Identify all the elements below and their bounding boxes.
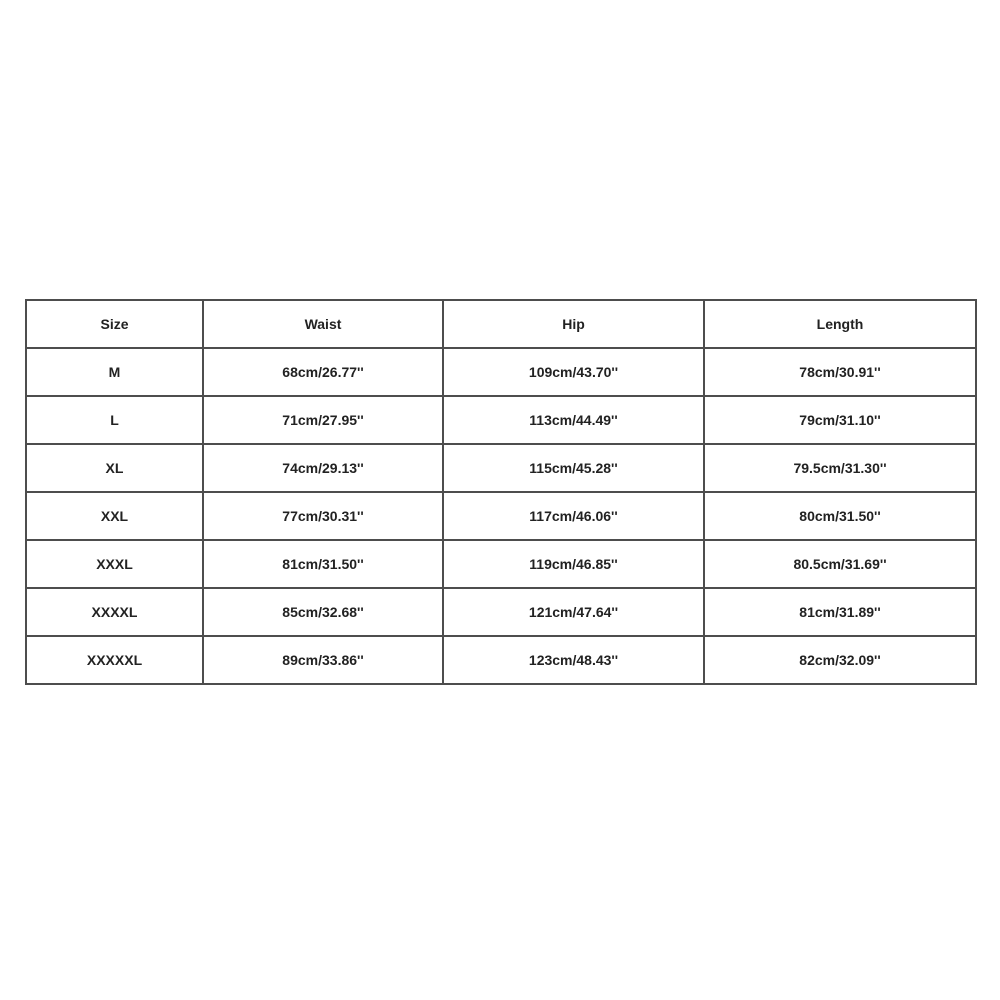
table-row — [26, 636, 976, 684]
cell-hip: 113cm/44.49'' — [443, 396, 704, 444]
cell-length: 80.5cm/31.69'' — [704, 540, 976, 588]
cell-length: 79.5cm/31.30'' — [704, 444, 976, 492]
cell-size: XXXXXL — [26, 636, 203, 684]
table-row — [26, 396, 976, 444]
size-chart-table — [25, 299, 977, 685]
cell-length: 81cm/31.89'' — [704, 588, 976, 636]
cell-hip: 123cm/48.43'' — [443, 636, 704, 684]
cell-length: 79cm/31.10'' — [704, 396, 976, 444]
cell-waist: 71cm/27.95'' — [203, 396, 443, 444]
cell-waist: 89cm/33.86'' — [203, 636, 443, 684]
table-row — [26, 588, 976, 636]
table-row — [26, 444, 976, 492]
cell-hip: 109cm/43.70'' — [443, 348, 704, 396]
header-waist: Waist — [203, 300, 443, 348]
cell-size: XL — [26, 444, 203, 492]
cell-size: L — [26, 396, 203, 444]
table-row — [26, 348, 976, 396]
cell-waist: 81cm/31.50'' — [203, 540, 443, 588]
cell-hip: 117cm/46.06'' — [443, 492, 704, 540]
header-size: Size — [26, 300, 203, 348]
header-row — [26, 300, 976, 348]
cell-waist: 77cm/30.31'' — [203, 492, 443, 540]
cell-waist: 74cm/29.13'' — [203, 444, 443, 492]
header-length: Length — [704, 300, 976, 348]
cell-hip: 121cm/47.64'' — [443, 588, 704, 636]
cell-length: 78cm/30.91'' — [704, 348, 976, 396]
cell-size: XXXL — [26, 540, 203, 588]
table-row — [26, 540, 976, 588]
cell-waist: 85cm/32.68'' — [203, 588, 443, 636]
header-hip: Hip — [443, 300, 704, 348]
table-body — [26, 348, 976, 684]
cell-size: M — [26, 348, 203, 396]
cell-waist: 68cm/26.77'' — [203, 348, 443, 396]
cell-hip: 115cm/45.28'' — [443, 444, 704, 492]
cell-hip: 119cm/46.85'' — [443, 540, 704, 588]
table-row — [26, 492, 976, 540]
cell-length: 80cm/31.50'' — [704, 492, 976, 540]
cell-size: XXXXL — [26, 588, 203, 636]
table-header — [26, 300, 976, 348]
cell-size: XXL — [26, 492, 203, 540]
cell-length: 82cm/32.09'' — [704, 636, 976, 684]
